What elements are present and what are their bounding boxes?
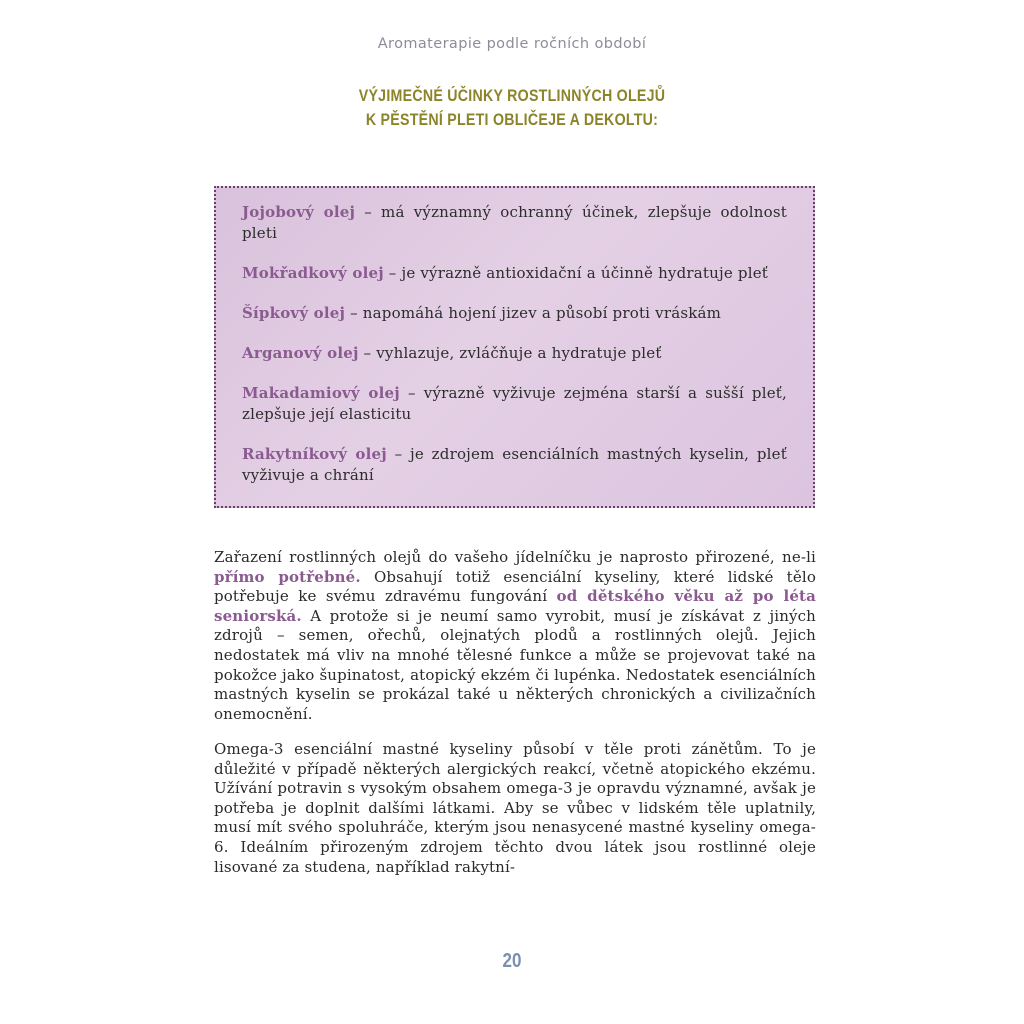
oil-description: – je zdrojem esenciálních mastných kyselin, pleť vyživuje a chrání: [242, 445, 787, 484]
oil-item-evening-primrose: [242, 263, 787, 284]
page-title: [72, 84, 953, 132]
oil-description: – má významný ochranný účinek, zlepšuje odolnost pleti: [242, 203, 787, 242]
highlight-text: od dětského věku až po léta seniorská.: [214, 587, 816, 625]
oil-description: – napomáhá hojení jizev a působí proti vráskám: [345, 304, 722, 322]
highlight-text: přímo potřebné.: [214, 567, 361, 586]
oil-name: Makadamiový olej: [242, 384, 400, 402]
oil-description: – vyhlazuje, zvláčňuje a hydratuje pleť: [358, 344, 662, 362]
oil-name: Jojobový olej: [242, 203, 356, 221]
page-number: 20: [502, 950, 522, 972]
oil-name: Šípkový olej: [242, 304, 346, 322]
oil-item-jojoba: [242, 202, 787, 244]
oil-item-rosehip: [242, 303, 787, 324]
paragraph-text: Zařazení rostlinných olejů do vašeho jídelníčku je naprosto přirozené, ne-li: [214, 548, 816, 566]
paragraph-text: A protože si je neumí samo vyrobit, musí je získávat z jiných zdrojů – semen, ořechů, olejnatých plodů a rostlinných olejů. Jejich nedostatek má vliv na mnohé tělesné funkce a může se projevovat také na pokožce jako šupinatost, atopický ekzém či lupénka. Nedostatek esenciálních mastných kyselin se prokázal také u některých chronických a civilizačních onemocnění.: [214, 606, 816, 723]
oil-name: Arganový olej: [242, 344, 359, 362]
title-line-1: VÝJIMEČNÉ ÚČINKY ROSTLINNÝCH OLEJŮ: [358, 87, 666, 105]
oil-description: – výrazně vyživuje zejména starší a sušší pleť, zlepšuje její elasticitu: [242, 384, 787, 423]
title-line-2: K PĚSTĚNÍ PLETI OBLIČEJE A DEKOLTU:: [365, 111, 659, 129]
oil-name: Rakytníkový olej: [242, 445, 387, 463]
oils-box: [214, 186, 815, 508]
running-head: Aromaterapie podle ročních období: [377, 36, 647, 52]
oil-description: – je výrazně antioxidační a účinně hydratuje pleť: [383, 264, 769, 282]
oil-item-sea-buckthorn: [242, 444, 787, 486]
oil-item-argan: [242, 343, 787, 364]
body-paragraph-1: [214, 548, 816, 724]
body-paragraph-2: Omega-3 esenciální mastné kyseliny působí v těle proti zánětům. To je důležité v případě některých alergických reakcí, včetně atopického ekzému. Užívání potravin s vysokým obsahem omega-3 je opravdu významné, avšak je potřeba je doplnit dalšími látkami. Aby se vůbec v lidském těle uplatnily, musí mít svého spoluhráče, kterým jsou nenasycené mastné kyseliny omega-6. Ideálním přirozeným zdrojem těchto dvou látek jsou rostlinné oleje lisované za studena, například rakytní-: [214, 740, 816, 876]
paragraph-text: Obsahují totiž esenciální kyseliny, které lidské tělo potřebuje ke svému zdravému fungování: [214, 567, 816, 606]
oil-name: Mokřadkový olej: [242, 264, 384, 282]
oil-item-macadamia: [242, 383, 787, 425]
